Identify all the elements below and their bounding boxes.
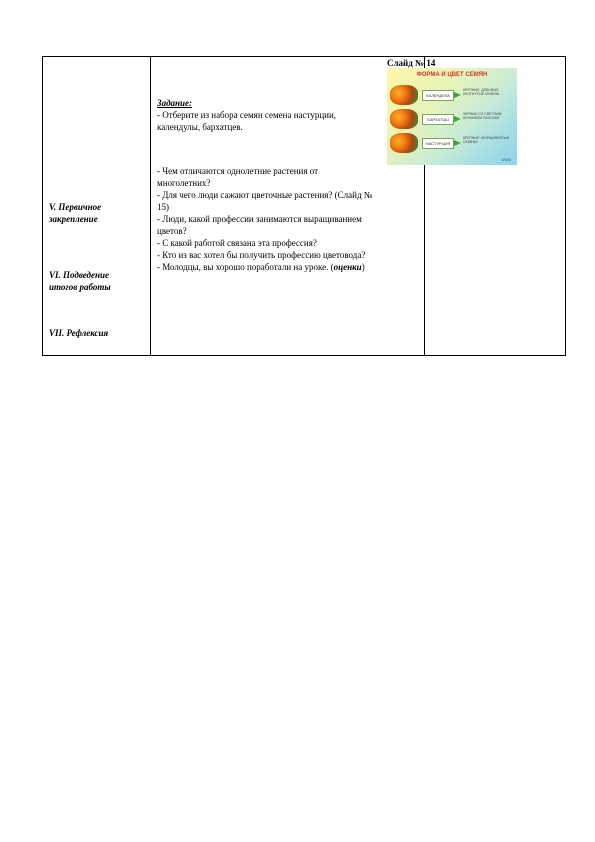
slide-logo: ООО [501,157,511,162]
plant-name: КАЛЕНДУЛА [422,90,454,101]
seed-description: ЧЕРНЫЕ СО СВЕТЛЫМ КОНЧИКОМ ПАЛОЧКИ [463,112,502,121]
question-line: 15) [157,202,169,212]
slide-thumbnail [387,68,517,165]
slide-row-nasturtium [390,133,514,153]
question-line: - Кто из вас хотел бы получить профессию цветовода? [157,250,366,260]
plant-name: НАСТУРЦИЯ [422,138,454,149]
arrow-right-icon [454,140,461,146]
slide-heading: ФОРМА И ЦВЕТ СЕМЯН [416,72,488,78]
seed-description: КРУПНЫЕ, МОРЩИНИСТЫЕ СЕМЕНА [463,136,510,145]
plant-name: БАРХАТЦЫ [422,114,454,125]
praise-line: - Молодцы, вы хорошо поработали на уроке. (оценки) [157,262,365,272]
stage-primary-consolidation: V. Первичное закрепление [49,202,102,224]
slide-label: Слайд № 14 [387,58,436,68]
task-text: - Отберите из набора семян семена настурции, календулы, бархатцев. [157,110,337,132]
slide-row-marigold [390,109,514,129]
question-line: - Люди, какой профессии занимаются выращиванием [157,214,362,224]
slide-row-calendula [390,85,514,105]
stage-summary: VI. Подведение итогов работы [49,270,111,292]
nasturtium-image [390,133,418,153]
column-divider-1 [150,57,151,355]
question-line: - Для чего люди сажают цветочные растения? (Слайд № [157,190,373,200]
stage-reflection: VII. Рефлексия [49,328,109,338]
questions-block [157,165,419,273]
calendula-image [390,85,418,105]
question-line: цветов? [157,226,187,236]
question-line: - С какой работой связана эта профессия? [157,238,317,248]
arrow-right-icon [454,116,461,122]
question-line: - Чем отличаются однолетние растения от [157,166,319,176]
task-title: Задание: [157,98,193,108]
seed-description: КРУПНЫЕ, ДЛИННЫЕ, ИЗОГНУТЫЕ СЕМЕНА [463,88,500,97]
marigold-image [390,109,418,129]
arrow-right-icon [454,92,461,98]
question-line: многолетних? [157,178,211,188]
